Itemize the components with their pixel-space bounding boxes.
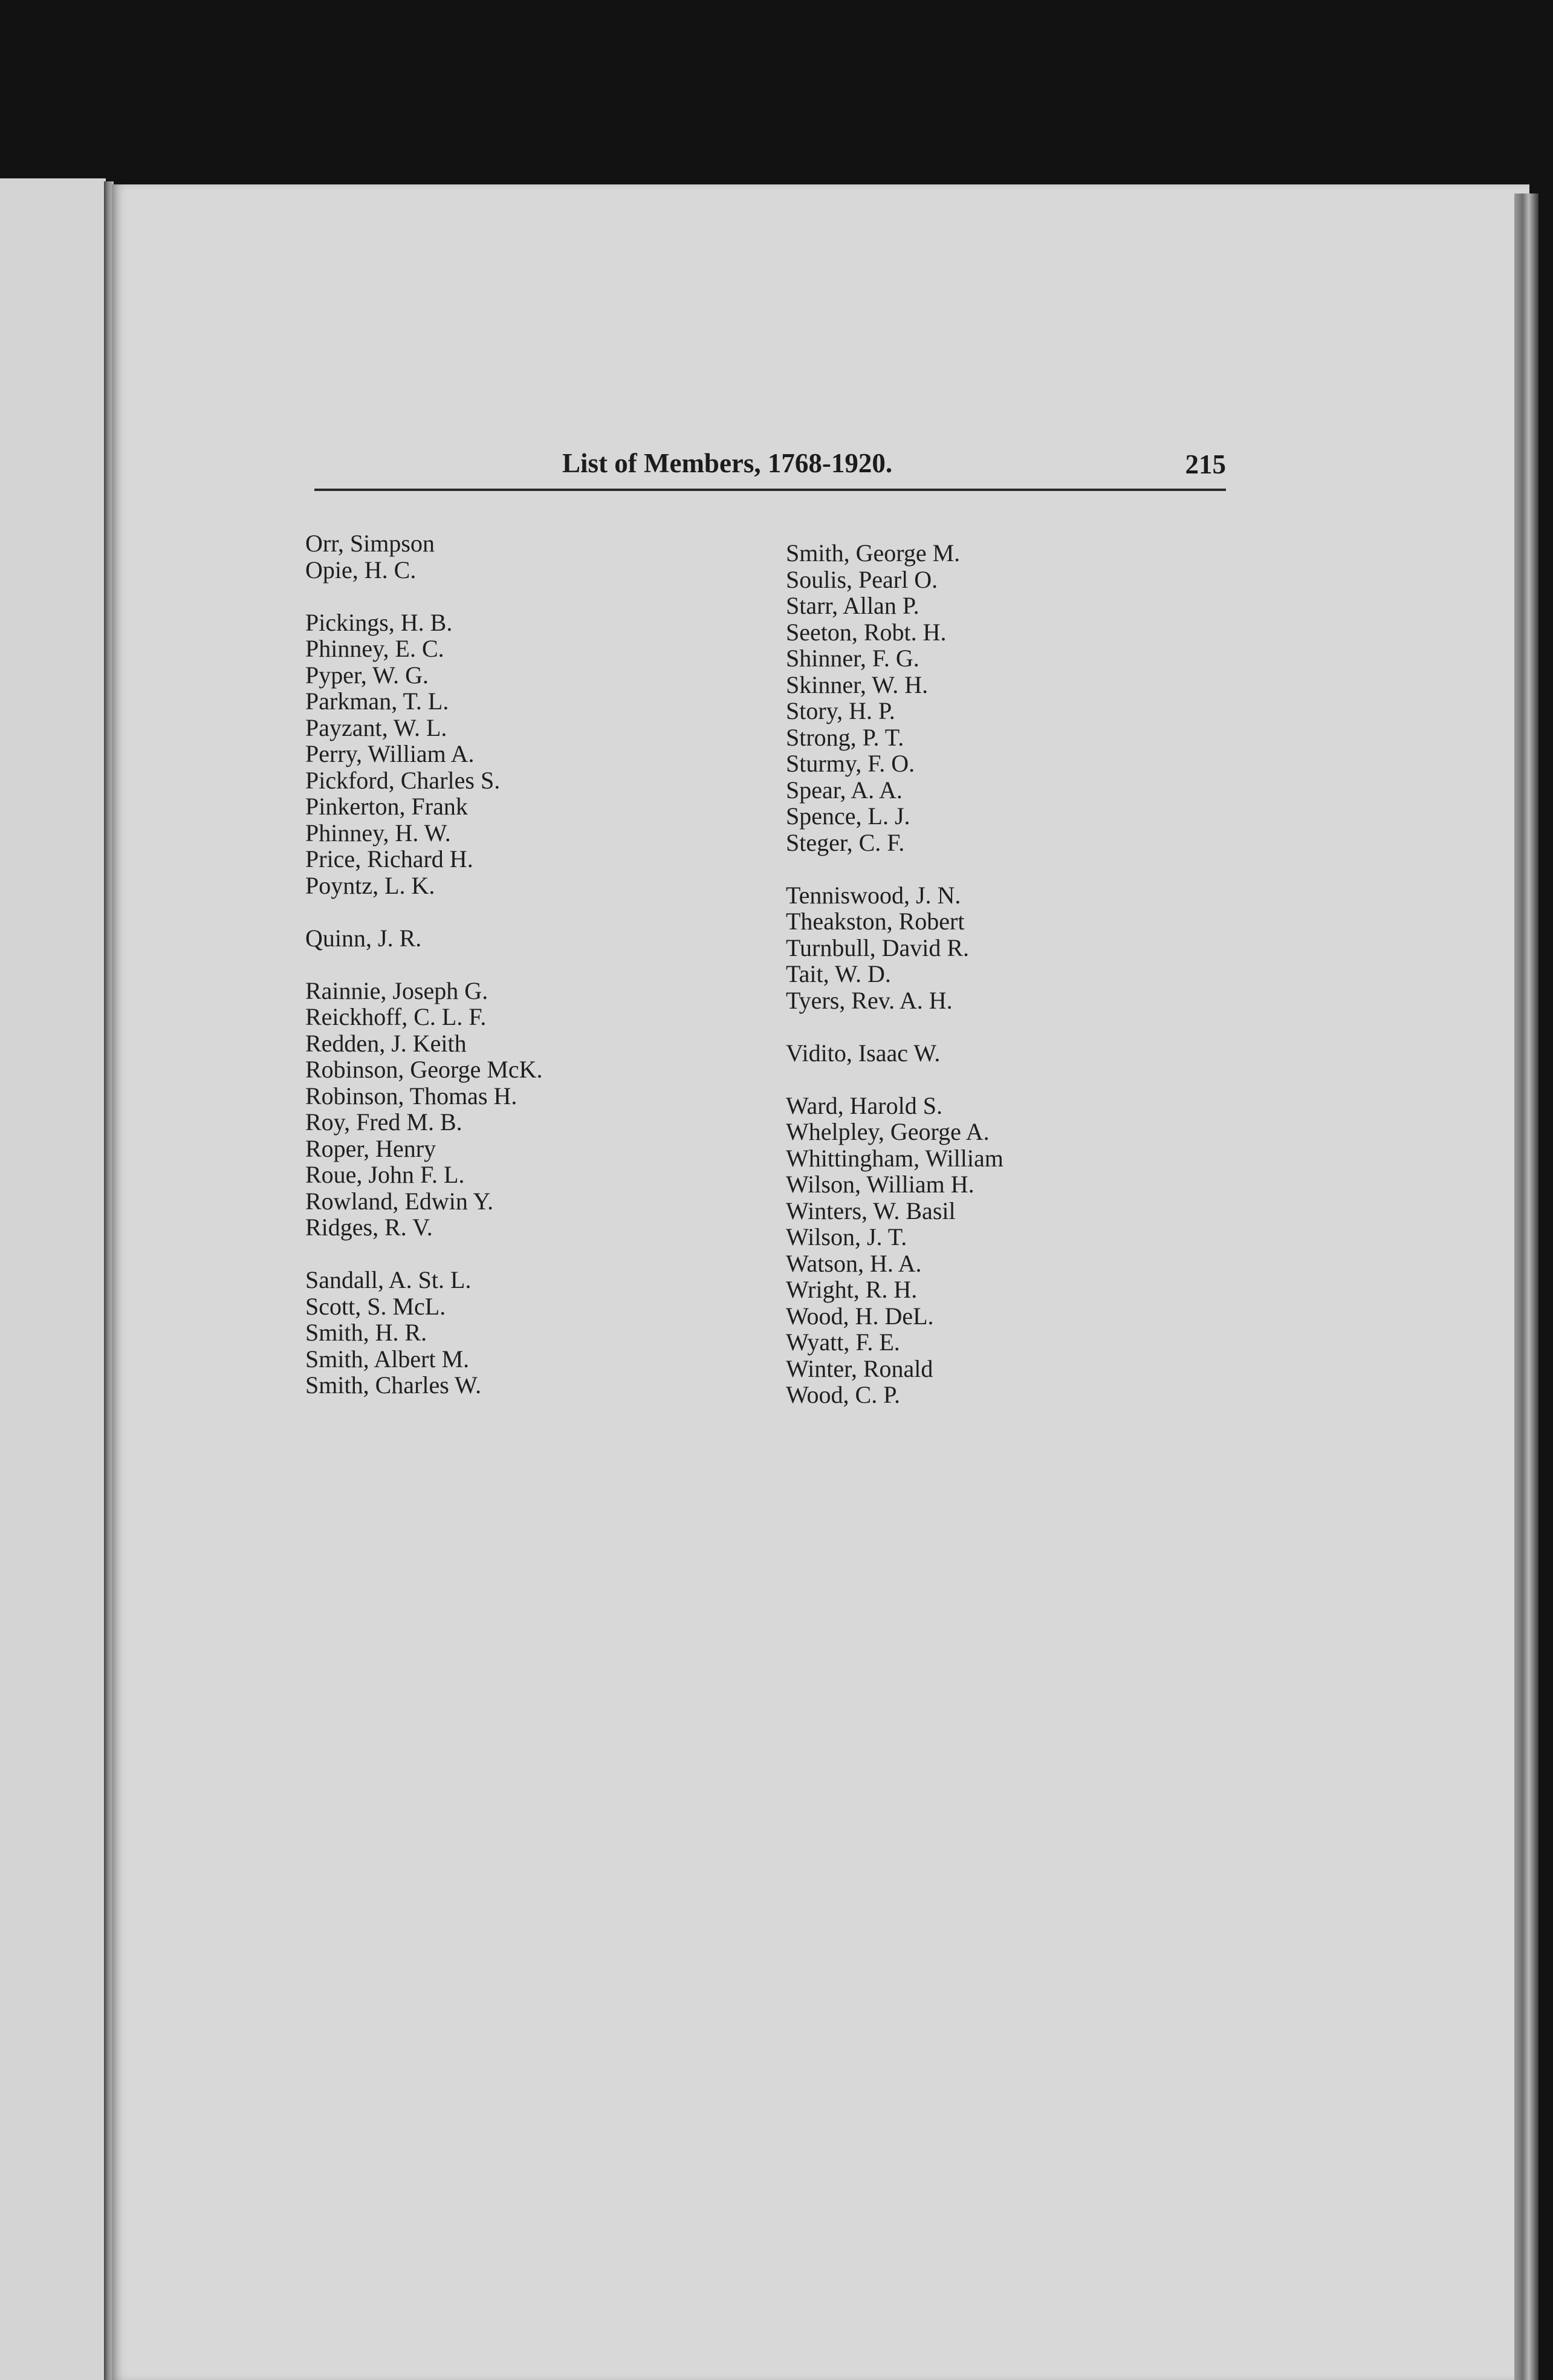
- member-name: Pickford, Charles S.: [305, 766, 501, 794]
- member-name: Phinney, E. C.: [305, 635, 444, 662]
- member-name: Steger, C. F.: [786, 828, 905, 856]
- member-name: Spence, L. J.: [786, 802, 910, 830]
- member-name: Price, Richard H.: [305, 845, 473, 873]
- member-name: Tait, W. D.: [786, 960, 891, 987]
- member-name: Starr, Allan P.: [786, 592, 919, 619]
- section-gap: [305, 951, 543, 978]
- header-title: List of Members, 1768-1920.: [562, 448, 893, 478]
- member-name: Reickhoff, C. L. F.: [305, 1003, 487, 1030]
- facing-page-edge: [0, 178, 106, 2380]
- member-name: Winter, Ronald: [786, 1354, 933, 1382]
- member-name: Vidito, Isaac W.: [786, 1039, 941, 1067]
- member-name: Smith, Albert M.: [305, 1345, 470, 1373]
- member-name: Whelpley, George A.: [786, 1118, 990, 1145]
- member-list-left-column: [305, 530, 543, 1399]
- member-name: Watson, H. A.: [786, 1249, 922, 1277]
- member-name: Pyper, W. G.: [305, 661, 429, 689]
- member-name: Roper, Henry: [305, 1134, 436, 1162]
- page-stack-edge: [1514, 193, 1538, 2380]
- member-name: Redden, J. Keith: [305, 1029, 467, 1057]
- member-name: Wood, H. DeL.: [786, 1302, 934, 1330]
- member-name: Whittingham, William: [786, 1144, 1003, 1172]
- member-name: Pickings, H. B.: [305, 608, 453, 636]
- member-name: Roy, Fred M. B.: [305, 1108, 462, 1136]
- member-name: Seeton, Robt. H.: [786, 618, 947, 646]
- section-gap: [305, 899, 543, 925]
- member-name: Rainnie, Joseph G.: [305, 977, 488, 1004]
- member-name: Ward, Harold S.: [786, 1091, 942, 1119]
- member-name: Robinson, Thomas H.: [305, 1082, 517, 1110]
- member-name: Wyatt, F. E.: [786, 1328, 900, 1356]
- member-name: Winters, W. Basil: [786, 1197, 956, 1224]
- member-name: Parkman, T. L.: [305, 688, 449, 715]
- member-name: Quinn, J. R.: [305, 924, 422, 952]
- member-name: Smith, George M.: [786, 539, 961, 567]
- member-name: Skinner, W. H.: [786, 671, 929, 698]
- section-gap: [305, 1241, 543, 1267]
- member-name: Opie, H. C.: [305, 556, 417, 584]
- running-header: [314, 441, 1226, 499]
- member-name: Tenniswood, J. N.: [786, 881, 961, 909]
- member-name: Shinner, F. G.: [786, 645, 919, 672]
- member-name: Theakston, Robert: [786, 908, 965, 935]
- member-name: Spear, A. A.: [786, 776, 903, 804]
- member-name: Scott, S. McL.: [305, 1292, 446, 1320]
- member-name: Ridges, R. V.: [305, 1214, 433, 1241]
- member-name: Roue, John F. L.: [305, 1161, 465, 1188]
- member-name: Poyntz, L. K.: [305, 871, 435, 899]
- member-name: Smith, H. R.: [305, 1319, 427, 1346]
- section-gap: [786, 1013, 1003, 1040]
- member-name: Sturmy, F. O.: [786, 750, 915, 777]
- header-rule: [314, 489, 1226, 491]
- member-name: Robinson, George McK.: [305, 1056, 543, 1083]
- member-name: Wood, C. P.: [786, 1381, 901, 1408]
- member-name: Pinkerton, Frank: [305, 793, 468, 820]
- member-name: Orr, Simpson: [305, 530, 435, 557]
- member-name: Wilson, William H.: [786, 1171, 974, 1198]
- member-name: Perry, William A.: [305, 740, 475, 767]
- member-name: Tyers, Rev. A. H.: [786, 986, 953, 1014]
- member-name: Wright, R. H.: [786, 1276, 918, 1303]
- section-gap: [305, 583, 543, 610]
- member-name: Phinney, H. W.: [305, 819, 451, 847]
- member-name: Wilson, J. T.: [786, 1223, 907, 1250]
- member-name: Rowland, Edwin Y.: [305, 1187, 494, 1215]
- member-name: Payzant, W. L.: [305, 714, 447, 741]
- section-gap: [786, 856, 1003, 882]
- member-name: Story, H. P.: [786, 697, 895, 724]
- section-gap: [786, 1066, 1003, 1093]
- member-name: Strong, P. T.: [786, 723, 904, 751]
- member-list-right-column: [786, 540, 1003, 1408]
- member-name: Soulis, Pearl O.: [786, 565, 938, 593]
- member-name: Smith, Charles W.: [305, 1371, 482, 1399]
- member-name: Sandall, A. St. L.: [305, 1266, 472, 1293]
- page-number: 215: [1185, 449, 1226, 480]
- member-name: Turnbull, David R.: [786, 934, 970, 961]
